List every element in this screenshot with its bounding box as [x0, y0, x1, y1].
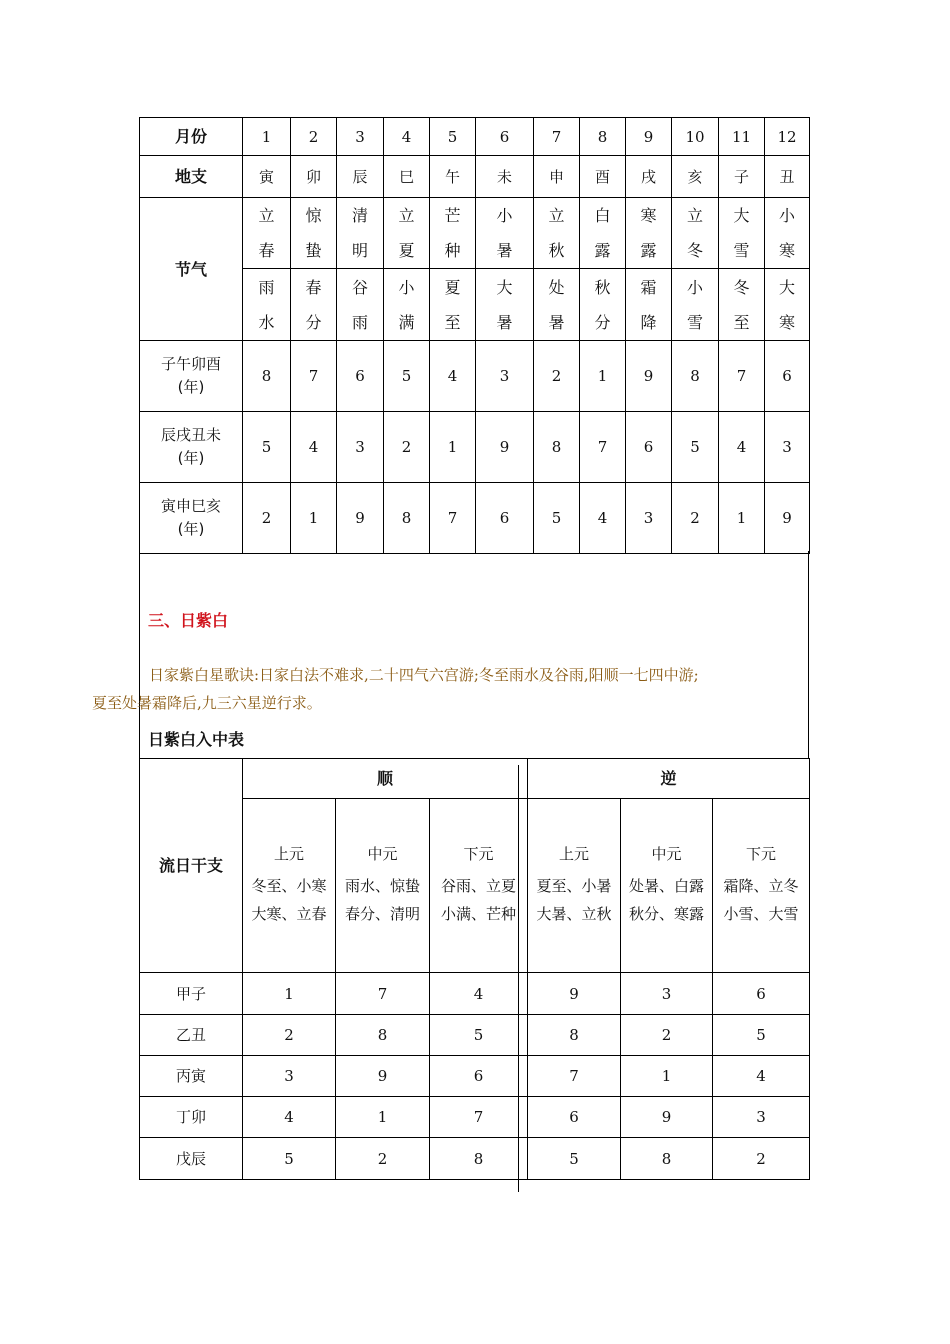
- star-cell: 9: [626, 341, 672, 412]
- dizhi-cell: 巳: [384, 156, 430, 198]
- star-cell: 7: [528, 1056, 621, 1097]
- star-cell: 5: [534, 483, 580, 554]
- jieqi-cell: 谷雨: [337, 269, 384, 341]
- star-cell: 8: [534, 412, 580, 483]
- ganzhi-cell: 乙丑: [140, 1015, 243, 1056]
- star-cell: 5: [672, 412, 719, 483]
- star-cell: 9: [336, 1056, 430, 1097]
- star-cell: 4: [719, 412, 765, 483]
- jieqi-cell: 立夏: [384, 198, 430, 269]
- year-row-label: 子午卯酉 (年): [140, 341, 243, 412]
- month-cell: 12: [765, 118, 810, 156]
- group-divider-line: [518, 765, 519, 1192]
- star-cell: 7: [336, 973, 430, 1015]
- star-cell: 2: [713, 1138, 810, 1180]
- star-cell: 2: [243, 1015, 336, 1056]
- star-cell: 6: [528, 1097, 621, 1138]
- year-row-label: 辰戌丑未 (年): [140, 412, 243, 483]
- star-cell: 1: [719, 483, 765, 554]
- star-cell: 9: [476, 412, 534, 483]
- year-row-label: 寅申巳亥 (年): [140, 483, 243, 554]
- jieqi-label: 节气: [140, 198, 243, 341]
- table-title: 日紫白入中表: [148, 730, 245, 749]
- dizhi-label: 地支: [140, 156, 243, 198]
- star-cell: 3: [713, 1097, 810, 1138]
- year-row-chenxuchouwei: [140, 412, 810, 483]
- dizhi-cell: 寅: [243, 156, 291, 198]
- month-cell: 7: [534, 118, 580, 156]
- jieqi-cell: 霜降: [626, 269, 672, 341]
- year-row-yinshensihai: [140, 483, 810, 554]
- dizhi-cell: 酉: [580, 156, 626, 198]
- month-cell: 5: [430, 118, 476, 156]
- star-cell: 1: [621, 1056, 713, 1097]
- star-cell: 6: [430, 1056, 528, 1097]
- jieqi-cell: 立冬: [672, 198, 719, 269]
- jieqi-cell: 春分: [291, 269, 337, 341]
- month-cell: 3: [337, 118, 384, 156]
- star-cell: 7: [430, 1097, 528, 1138]
- jieqi-cell: 大雪: [719, 198, 765, 269]
- yuan-header-cell: 中元 处暑、白露 秋分、寒露: [621, 799, 713, 973]
- section-title: 三、日紫白: [148, 611, 229, 630]
- star-cell: 5: [243, 1138, 336, 1180]
- jieqi-cell: 小暑: [476, 198, 534, 269]
- jieqi-cell: 立春: [243, 198, 291, 269]
- ganzhi-cell: 戊辰: [140, 1138, 243, 1180]
- star-cell: 6: [626, 412, 672, 483]
- month-cell: 2: [291, 118, 337, 156]
- star-cell: 3: [337, 412, 384, 483]
- star-cell: 5: [528, 1138, 621, 1180]
- jieqi-cell: 大寒: [765, 269, 810, 341]
- dizhi-cell: 子: [719, 156, 765, 198]
- jieqi-cell: 立秋: [534, 198, 580, 269]
- star-cell: 8: [621, 1138, 713, 1180]
- jieqi-cell: 寒露: [626, 198, 672, 269]
- ganzhi-cell: 丙寅: [140, 1056, 243, 1097]
- jieqi-cell: 夏至: [430, 269, 476, 341]
- star-cell: 9: [337, 483, 384, 554]
- table-row: [140, 1138, 810, 1180]
- star-cell: 5: [384, 341, 430, 412]
- jieqi-cell: 清明: [337, 198, 384, 269]
- month-cell: 10: [672, 118, 719, 156]
- star-cell: 3: [621, 973, 713, 1015]
- jieqi-cell: 小寒: [765, 198, 810, 269]
- star-cell: 6: [713, 973, 810, 1015]
- star-cell: 7: [580, 412, 626, 483]
- star-cell: 1: [243, 973, 336, 1015]
- star-cell: 4: [713, 1056, 810, 1097]
- yuan-header-cell: 下元 霜降、立冬 小雪、大雪: [713, 799, 810, 973]
- star-cell: 7: [719, 341, 765, 412]
- dizhi-cell: 未: [476, 156, 534, 198]
- star-cell: 2: [384, 412, 430, 483]
- ganzhi-cell: 丁卯: [140, 1097, 243, 1138]
- star-cell: 8: [384, 483, 430, 554]
- rizibai-table: [139, 758, 810, 1180]
- verse-line-2: 夏至处暑霜降后,九三六星逆行求。: [92, 694, 322, 712]
- dizhi-row: [140, 156, 810, 198]
- star-cell: 5: [430, 1015, 528, 1056]
- month-cell: 8: [580, 118, 626, 156]
- star-cell: 6: [476, 483, 534, 554]
- yuan-header-cell: 上元 夏至、小暑 大暑、立秋: [528, 799, 621, 973]
- star-cell: 8: [672, 341, 719, 412]
- star-cell: 7: [291, 341, 337, 412]
- star-cell: 2: [672, 483, 719, 554]
- star-cell: 5: [713, 1015, 810, 1056]
- year-row-ziwumaoyou: [140, 341, 810, 412]
- star-cell: 8: [430, 1138, 528, 1180]
- month-cell: 6: [476, 118, 534, 156]
- star-cell: 4: [430, 341, 476, 412]
- yuan-header-cell: 下元 谷雨、立夏 小满、芒种: [430, 799, 528, 973]
- jieqi-cell: 小雪: [672, 269, 719, 341]
- star-cell: 4: [580, 483, 626, 554]
- star-cell: 4: [291, 412, 337, 483]
- month-cell: 9: [626, 118, 672, 156]
- jieqi-cell: 白露: [580, 198, 626, 269]
- yuan-header-cell: 中元 雨水、惊蛰 春分、清明: [336, 799, 430, 973]
- star-cell: 4: [243, 1097, 336, 1138]
- month-label: 月份: [140, 118, 243, 156]
- jieqi-row-first: [140, 198, 810, 269]
- star-cell: 4: [430, 973, 528, 1015]
- jieqi-cell: 处暑: [534, 269, 580, 341]
- ganzhi-cell: 甲子: [140, 973, 243, 1015]
- star-cell: 9: [765, 483, 810, 554]
- group-header-row: [140, 759, 810, 799]
- star-cell: 5: [243, 412, 291, 483]
- jiuxing-month-table: [139, 117, 810, 554]
- star-cell: 9: [528, 973, 621, 1015]
- star-cell: 8: [528, 1015, 621, 1056]
- verse-line-1: 日家紫白星歌诀:日家白法不难求,二十四气六宫游;冬至雨水及谷雨,阳顺一七四中游;: [149, 666, 699, 684]
- star-cell: 2: [534, 341, 580, 412]
- table-row: [140, 1097, 810, 1138]
- star-cell: 8: [243, 341, 291, 412]
- star-cell: 3: [765, 412, 810, 483]
- table-row: [140, 973, 810, 1015]
- month-cell: 1: [243, 118, 291, 156]
- star-cell: 1: [291, 483, 337, 554]
- star-cell: 6: [337, 341, 384, 412]
- dizhi-cell: 戌: [626, 156, 672, 198]
- table-row: [140, 1015, 810, 1056]
- star-cell: 2: [621, 1015, 713, 1056]
- month-cell: 4: [384, 118, 430, 156]
- row-header: 流日干支: [140, 759, 243, 973]
- star-cell: 1: [336, 1097, 430, 1138]
- star-cell: 2: [336, 1138, 430, 1180]
- jieqi-cell: 冬至: [719, 269, 765, 341]
- jieqi-cell: 小满: [384, 269, 430, 341]
- dizhi-cell: 辰: [337, 156, 384, 198]
- jieqi-cell: 惊蛰: [291, 198, 337, 269]
- star-cell: 1: [580, 341, 626, 412]
- month-cell: 11: [719, 118, 765, 156]
- star-cell: 6: [765, 341, 810, 412]
- dizhi-cell: 申: [534, 156, 580, 198]
- jieqi-cell: 大暑: [476, 269, 534, 341]
- star-cell: 2: [243, 483, 291, 554]
- star-cell: 9: [621, 1097, 713, 1138]
- jieqi-cell: 雨水: [243, 269, 291, 341]
- star-cell: 8: [336, 1015, 430, 1056]
- dizhi-cell: 亥: [672, 156, 719, 198]
- star-cell: 7: [430, 483, 476, 554]
- table-row: [140, 1056, 810, 1097]
- month-row: [140, 118, 810, 156]
- star-cell: 1: [430, 412, 476, 483]
- star-cell: 3: [626, 483, 672, 554]
- star-cell: 3: [243, 1056, 336, 1097]
- star-cell: 3: [476, 341, 534, 412]
- jieqi-cell: 秋分: [580, 269, 626, 341]
- dizhi-cell: 丑: [765, 156, 810, 198]
- jieqi-cell: 芒种: [430, 198, 476, 269]
- yuan-header-cell: 上元 冬至、小寒 大寒、立春: [243, 799, 336, 973]
- dizhi-cell: 午: [430, 156, 476, 198]
- group-shun: 顺: [243, 759, 528, 799]
- dizhi-cell: 卯: [291, 156, 337, 198]
- group-ni: 逆: [528, 759, 810, 799]
